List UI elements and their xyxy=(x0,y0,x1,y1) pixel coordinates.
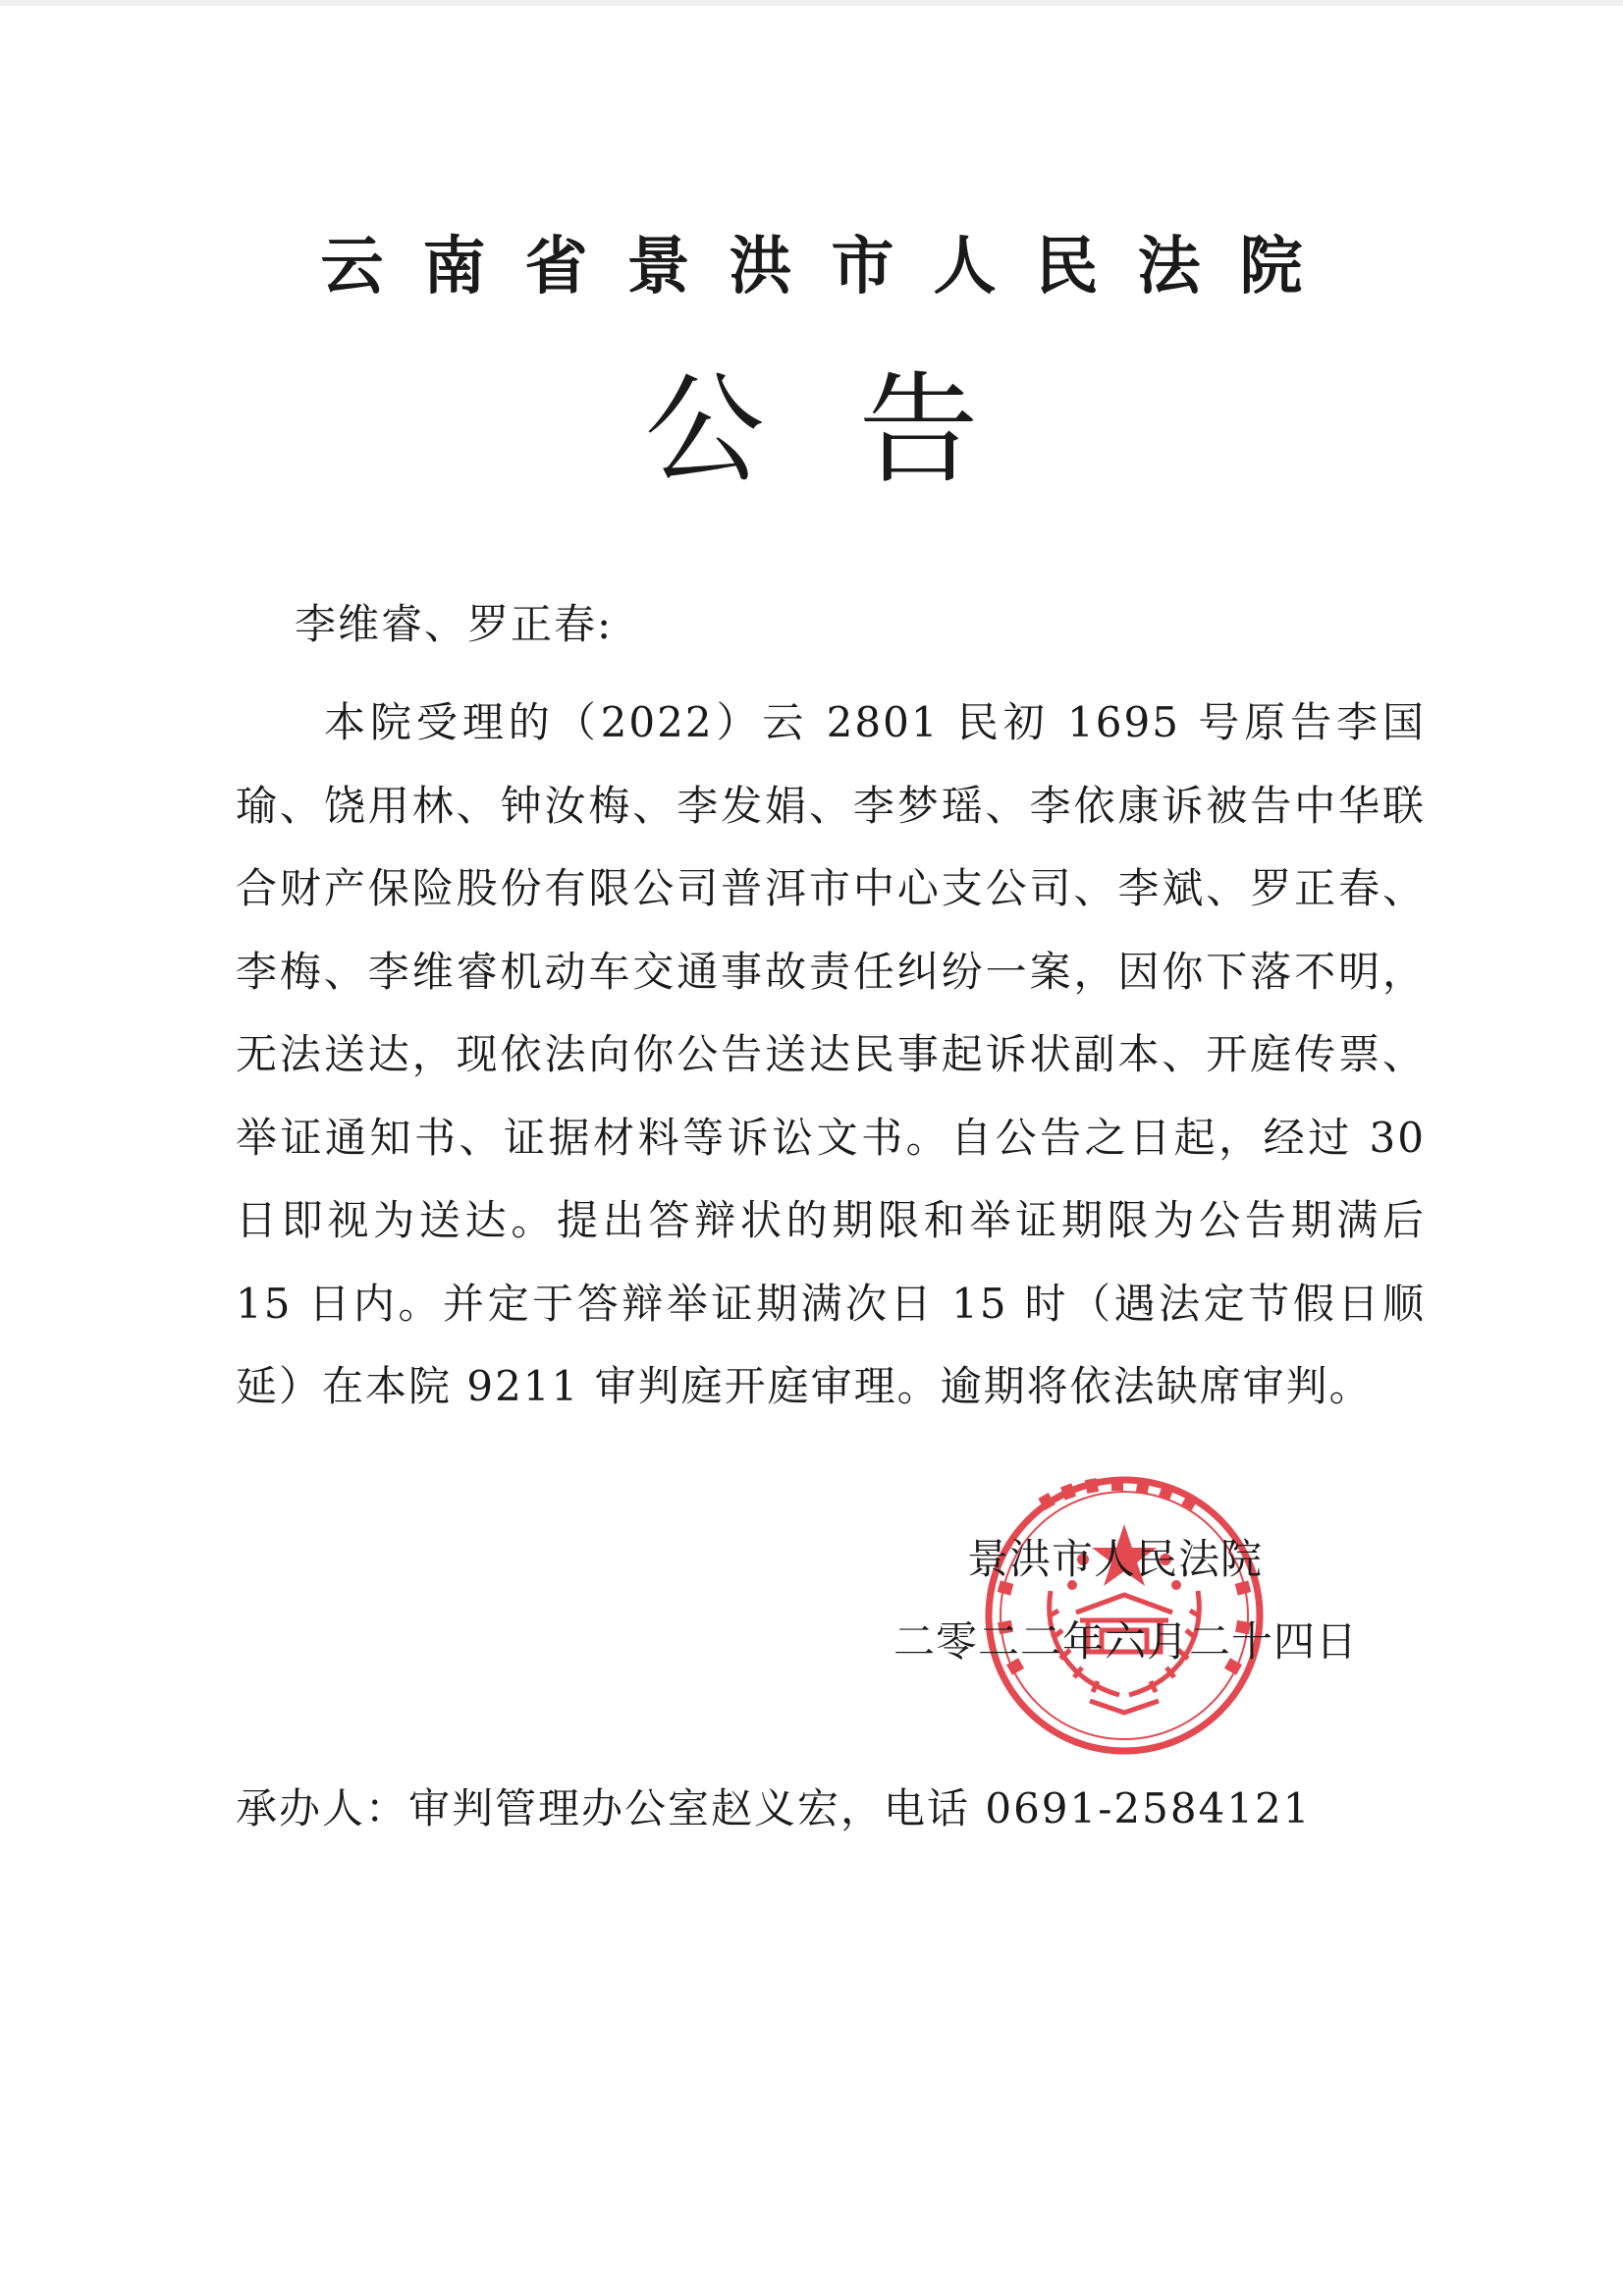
scan-edge xyxy=(0,0,1623,6)
signature-court: 景洪市人民法院 xyxy=(967,1535,1264,1583)
court-name-heading: 云南省景洪市人民法院 xyxy=(320,230,1342,303)
contact-line: 承办人：审判管理办公室赵义宏，电话 0691-2584121 xyxy=(236,1784,1312,1832)
notice-body: 本院受理的（2022）云 2801 民初 1695 号原告李国瑜、饶用林、钟汝梅、李发娟、李梦瑶、李依康诉被告中华联合财产保险股份有限公司普洱市中心支公司、李斌、罗正春、李梅、李维睿机动车交通事故责任纠纷一案，因你下落不明，无法送达，现依法向你公告送达民事起诉状副本、开庭传票、举证通知书、证据材料等诉讼文书。自公告之日起，经过 30 日即视为送达。提出答辩状的期限和举证期限为公告期满后 15 日内。并定于答辩举证期满次日 15 时（遇法定节假日顺延）在本院 9211 审判庭开庭审理。逾期将依法缺席审判。 xyxy=(236,698,1426,1410)
signature-date: 二零二二年六月二十四日 xyxy=(893,1617,1359,1666)
notice-title: 公告 xyxy=(644,360,1073,500)
addressee: 李维睿、罗正春: xyxy=(295,600,614,648)
